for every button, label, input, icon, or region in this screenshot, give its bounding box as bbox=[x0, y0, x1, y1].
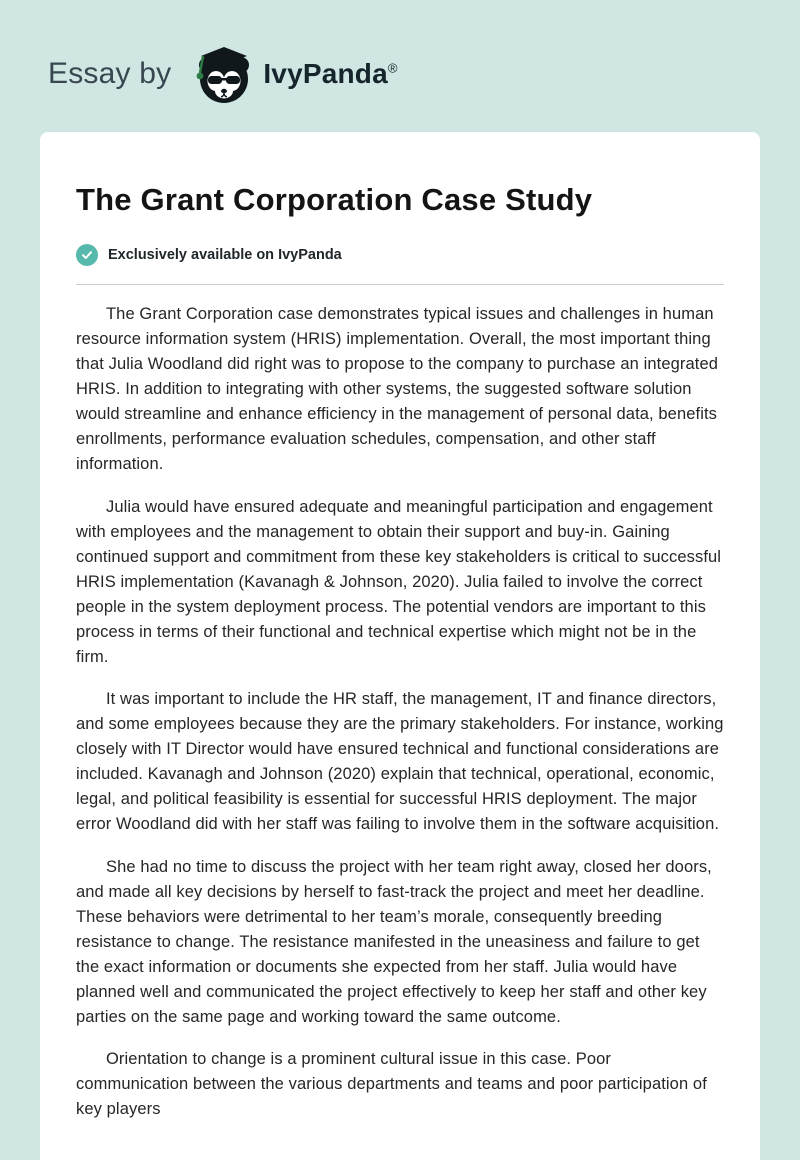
essay-paragraph: It was important to include the HR staff, the management, IT and finance directors, and some employees because they are the primary stakeholders. For instance, working closely with IT Director would have ensured technical and functional considerations are included. Kavanagh and Johnson (2020) explain that technical, operational, economic, legal, and political feasibility is essential for successful HRIS deployment. The major error Woodland did with her staff was failing to involve them in the software acquisition. bbox=[76, 690, 724, 834]
check-circle-icon bbox=[76, 244, 98, 266]
essay-body bbox=[76, 302, 724, 1122]
registered-mark: ® bbox=[387, 60, 398, 76]
brand-name: IvyPanda® bbox=[263, 58, 398, 89]
divider bbox=[76, 284, 724, 285]
essay-paragraph: Julia would have ensured adequate and meaningful participation and engagement with employees and the management to obtain their support and buy-in. Gaining continued support and commitment from these key stakeholders is critical to successful HRIS implementation (Kavanagh & Johnson, 2020). Julia failed to involve the correct people in the system deployment process. The potential vendors are important to this process in terms of their functional and technical expertise which might not be in the firm. bbox=[76, 497, 722, 667]
essay-by-label: Essay by bbox=[48, 57, 172, 90]
brand-logo[interactable] bbox=[189, 43, 397, 105]
essay-paragraph: The Grant Corporation case demonstrates typical issues and challenges in human resource information system (HRIS) implementation. Overall, the most important thing that Julia Woodland did right was to propose to the company to purchase an integrated HRIS. In addition to integrating with other systems, the suggested software solution would streamline and enhance efficiency in the management of personal data, benefits enrollments, performance evaluation schedules, compensation, and other staff information. bbox=[76, 305, 719, 474]
site-header bbox=[0, 0, 800, 110]
availability-row bbox=[76, 244, 724, 266]
essay-card bbox=[40, 132, 760, 1160]
panda-graduate-icon bbox=[189, 43, 255, 105]
page-title: The Grant Corporation Case Study bbox=[76, 182, 593, 217]
essay-paragraph: She had no time to discuss the project with her team right away, closed her doors, and made all key decisions by herself to fast-track the project and meet her deadline. These behaviors were detrimental to her team’s morale, consequently breeding resistance to change. The resistance manifested in the uneasiness and failure to get the exact information or documents she expected from her staff. Julia would have planned well and communicated the project effectively to keep her staff and other key parties on the same page and working toward the same outcome. bbox=[76, 857, 712, 1027]
availability-note: Exclusively available on IvyPanda bbox=[108, 247, 342, 263]
essay-paragraph: Orientation to change is a prominent cultural issue in this case. Poor communication between the various departments and teams and poor participation of key players bbox=[76, 1050, 707, 1119]
